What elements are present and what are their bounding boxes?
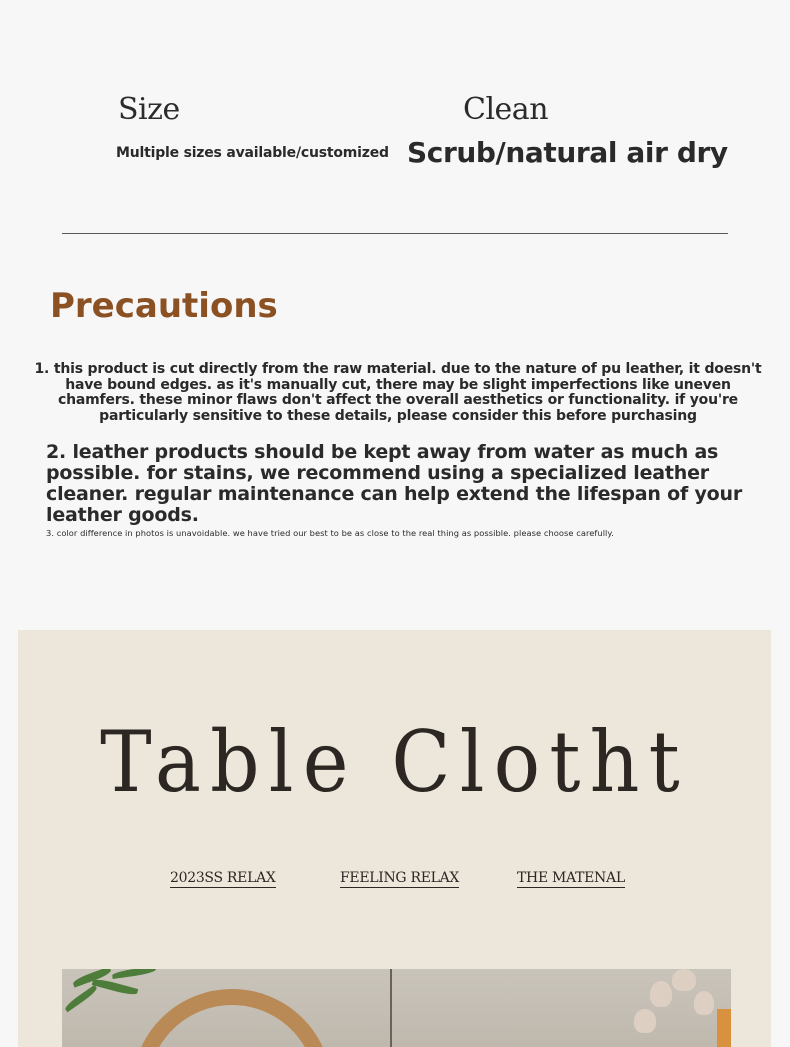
dried-flower-image	[694, 991, 714, 1015]
spec-size-value: Multiple sizes available/customized	[116, 145, 389, 161]
spec-clean-title: Clean	[463, 92, 549, 127]
banner-tag: FEELING RELAX	[340, 870, 460, 886]
precaution-note-3: 3. color difference in photos is unavoidable. we have tried our best to be as close to the real thing as possible. please choose carefully.	[46, 528, 614, 538]
table-cloth-banner	[18, 630, 771, 1047]
plant-leaf-image	[112, 969, 157, 979]
precaution-note-1: 1. this product is cut directly from the raw material. due to the nature of pu leather, it doesn't have bound edges. as it's manually cut, there may be slight imperfections like uneven chamfers. these minor flaws don't affect the overall aesthetics or functionality. if you're particularly sensitive to these details, please consider this before purchasing	[34, 361, 762, 424]
product-photo	[62, 969, 731, 1047]
precautions-title: Precautions	[50, 286, 278, 326]
banner-tag: THE MATENAL	[517, 870, 625, 886]
banner-title: Table Clotht	[100, 713, 689, 811]
spec-clean-value: Scrub/natural air dry	[407, 136, 728, 169]
rattan-chair-image	[132, 989, 332, 1047]
dried-flower-image	[672, 969, 696, 991]
plant-leaf-image	[92, 977, 139, 997]
spec-size-title: Size	[118, 92, 180, 127]
vase-image	[717, 1009, 731, 1047]
wall-seam	[390, 969, 392, 1047]
plant-leaf-image	[63, 985, 98, 1013]
dried-flower-image	[634, 1009, 656, 1033]
banner-tag: 2023SS RELAX	[170, 870, 276, 886]
precaution-note-2: 2. leather products should be kept away from water as much as possible. for stains, we recommend using a specialized leather cleaner. regular maintenance can help extend the lifespan of your leather goods.	[46, 441, 743, 526]
section-divider	[62, 233, 728, 234]
dried-flower-image	[650, 981, 672, 1007]
